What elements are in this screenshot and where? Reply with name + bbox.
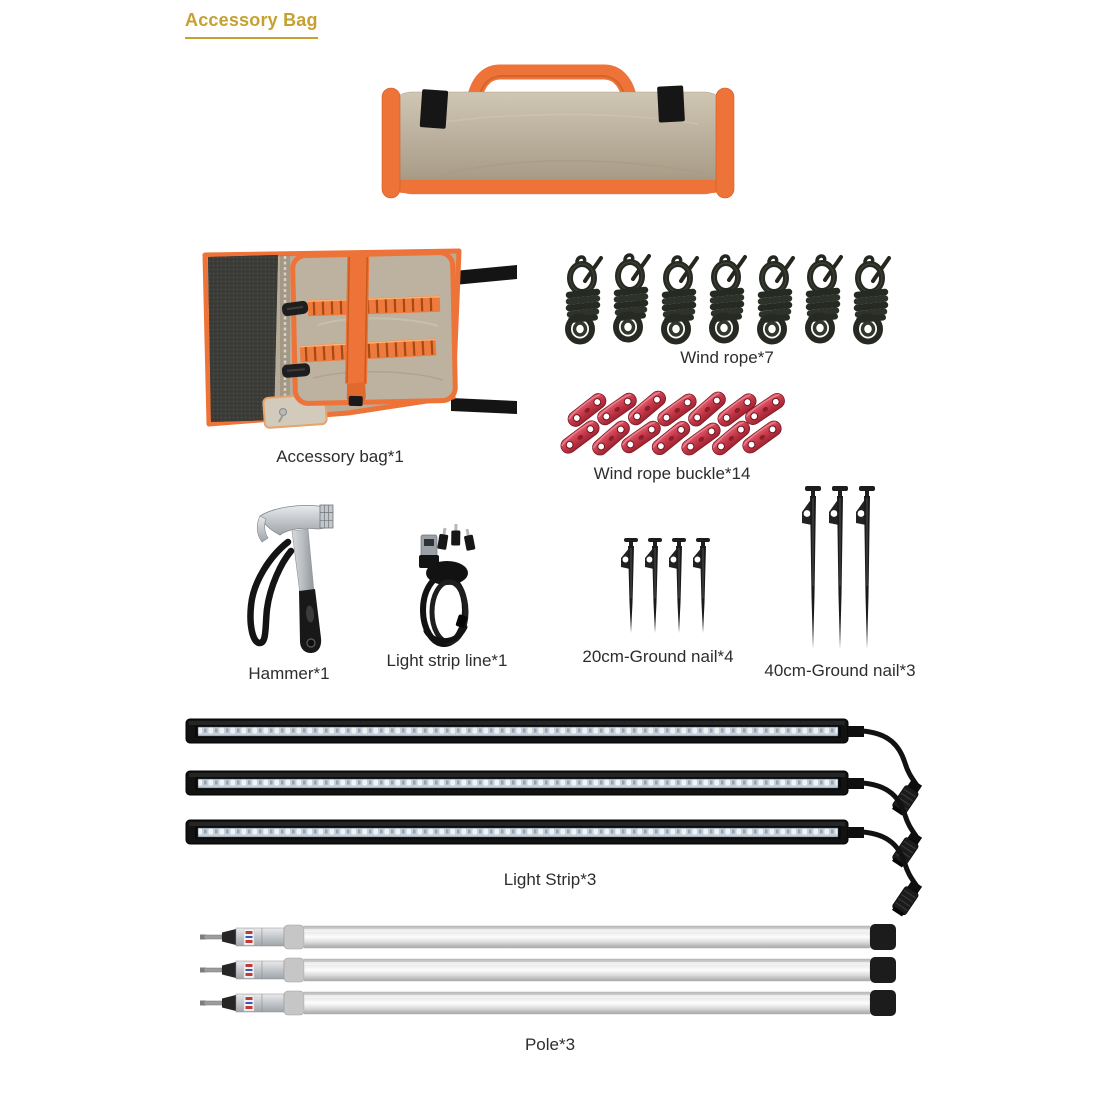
accessory-bag-open-image (188, 240, 523, 455)
light-strip-line-image (395, 515, 505, 650)
wind-rope-icon (856, 257, 889, 341)
pole-label: Pole*3 (524, 1035, 576, 1054)
hammer-shaft (292, 529, 314, 594)
wrist-strap-icon (250, 542, 291, 643)
ground-nails-20cm-image (612, 538, 722, 638)
wind-rope-label: Wind rope*7 (680, 348, 774, 367)
strap-clip-icon (282, 363, 311, 378)
rolled-accessory-bag-image (378, 66, 738, 206)
pole-image (200, 921, 900, 953)
dc-plug-icon (451, 524, 460, 546)
ground-nail-40cm-label: 40cm-Ground nail*3 (764, 661, 916, 680)
pole-image (200, 954, 900, 986)
light-strip-label: Light Strip*3 (503, 870, 597, 889)
velcro-strap-icon (420, 89, 449, 129)
page-title: Accessory Bag (185, 10, 318, 39)
ground-nail-icon (621, 538, 638, 633)
ground-nail-icon (802, 486, 821, 649)
wind-rope-icon (568, 257, 601, 341)
ground-nail-icon (829, 486, 848, 649)
dc-plug-icon (437, 527, 449, 550)
wind-rope-buckle-label: Wind rope buckle*14 (593, 464, 751, 483)
velcro-strap-icon (657, 85, 685, 122)
center-strap (345, 256, 370, 406)
wind-rope-icon (616, 255, 649, 339)
ground-nail-icon (856, 486, 875, 649)
dc-plug-icon (463, 528, 476, 551)
hammer-label: Hammer*1 (248, 664, 330, 683)
ground-nail-icon (693, 538, 710, 633)
bag-strap-icon (454, 265, 517, 285)
wind-rope-icon (808, 256, 841, 340)
ground-nail-icon (669, 538, 686, 633)
bag-strap-icon (451, 398, 517, 414)
ground-nail-20cm-label: 20cm-Ground nail*4 (582, 647, 734, 666)
ground-nails-40cm-image (798, 486, 898, 652)
light-strip-line-label: Light strip line*1 (386, 651, 508, 670)
pole-image (200, 987, 900, 1019)
ground-nail-icon (645, 538, 662, 633)
accessory-bag-label: Accessory bag*1 (276, 447, 404, 466)
wind-rope-icon (760, 257, 793, 341)
wind-rope-buckles-image (553, 386, 805, 466)
hammer-image (240, 500, 340, 660)
zipper-pull-icon (280, 409, 287, 416)
wind-rope-icon (664, 257, 697, 341)
wind-rope-icon (712, 256, 745, 340)
wind-ropes-image (560, 250, 900, 345)
